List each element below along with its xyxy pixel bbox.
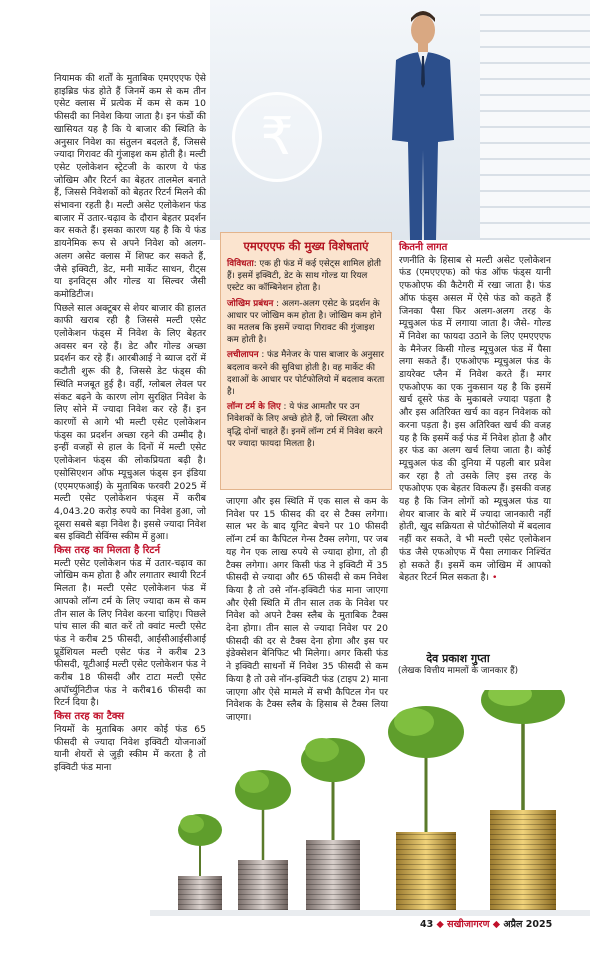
footer-separator: ◆ — [436, 919, 444, 930]
author-block — [388, 651, 528, 677]
feature-item — [227, 298, 385, 347]
coin-stack — [178, 814, 222, 910]
paragraph: मल्टी एसेट एलोकेशन फंड में उतार-चढ़ाव का जोखिम कम होता है और लगातार स्थायी रिटर्न मिलता है। मल्टी एसेट एलोकेशन फंड में आपको लॉन्ग टर्म के लिए ज्यादा कम से कम तीन साल के लिए निवेश करना चाहिए। पिछले पांच साल की बात करें तो क्वांट मल्टी एसेट फंड ने करीब 25 फीसदी, आईसीआईसीआई प्रूडेंशियल मल्टी एसेट फंड ने करीब 23 फीसदी, यूटीआई मल्टी एसेट एलोकेशन फंड ने करीब 18 फीसदी और टाटा मल्टी एसेट अपॉर्च्युनिटीज फंड ने करीब16 फीसदी का रिटर्न दिया है। — [54, 557, 206, 709]
paragraph: नियमों के मुताबिक अगर कोई फंड 65 फीसदी से ज्यादा निवेश इक्विटी योजनाओं यानी शेयरों से जुड़ी स्कीम में करता है तो इक्विटी फंड माना — [54, 723, 206, 773]
author-name: देव प्रकाश गुप्ता — [426, 652, 490, 665]
feature-key: जोखिम प्रबंधन — [227, 298, 274, 309]
column-left — [54, 73, 206, 776]
features-box-title: एमएएएफ की मुख्य विशेषताएं — [243, 239, 369, 253]
footer-separator: ◆ — [492, 919, 501, 930]
feature-item — [227, 258, 385, 295]
coin-stack — [481, 690, 565, 910]
column-right — [399, 241, 551, 586]
paragraph — [399, 255, 551, 585]
hero-image — [210, 0, 590, 240]
window-blinds — [480, 0, 590, 240]
feature-key: विविधता — [227, 259, 254, 269]
coin-stack — [235, 770, 291, 910]
feature-key: लॉन्ग टर्म के लिए — [227, 402, 281, 413]
feature-text: : एक ही फंड में कई एसेट्स शामिल होती हैं। इसमें इक्विटी, डेट के साथ गोल्ड या रियल एस्टेट का कॉम्बिनेशन होता है। — [227, 259, 382, 294]
feature-item — [227, 401, 385, 450]
page-footer — [420, 917, 552, 930]
paragraph-text: रणनीति के हिसाब से मल्टी असेट एलोकेशन फंड (एमएएएफ) को फंड ऑफ फंड्स यानी एफओएफ की कैटेगरी में रखा जाता है। फंड ऑफ फंड्स असल में ऐसे फंड को कहते हैं जिनका पैसा फिर अलग-अलग तरह के म्यूचुअल फंड में लगाया जाता है। जैसे- गोल्ड में निवेश का फायदा उठाने के लिए एमएएएफ के मैनेजर किसी गोल्ड म्यूचुअल फंड में पैसा लगा सकते हैं। एफओएफ म्यूचुअल फंड के डायरेक्ट प्लैन में निवेश करते हैं। मगर एफओएफ का एक नुकसान यह है कि इसमें खर्च दूसरे फंड के मुकाबले ज्यादा पड़ता है और इस अतिरिक्त खर्च का वहन निवेशक को करना पड़ता है। इस अतिरिक्त खर्च की वजह यह है कि इसमें कई फंड में निवेश होता है और हर फंड का अलग खर्च लिया जाता है। कोई म्यूचुअल फंड की दुनिया में पहली बार प्रवेश कर रहा है तो उसके लिए इस तरह के एफओएफ एक बेहतर विकल्प हैं। इसकी वजह यह है कि जिन लोगों को म्यूचुअल फंड या शेयर बाजार के बारे में ज्यादा जानकारी नहीं होती, खुद सक्रियता से पोर्टफोलियो में बदलाव नहीं कर सकते, वे भी मल्टी एसेट एलोकेशन फंड जैसे एफओएफ में पैसा लगाकर निश्चिंत हो सकते हैं। इसमें कम जोखिम में आपको बेहतर रिटर्न मिल सकता है। — [399, 254, 551, 584]
feature-text: : अलग-अलग एसेट के प्रदर्शन के आधार पर जोखिम कम होता है। जोखिम कम होने का मतलब कि इसमें ज्यादा गिरावट की गुंजाइश कम होती है। — [227, 298, 382, 346]
paragraph: नियामक की शर्तों के मुताबिक एमएएएफ ऐसे हाइब्रिड फंड होते हैं जिनमें कम से कम तीन एसेट क्लास में प्रत्येक में कम से कम 10 फीसदी का निवेश किया जाता है। इन फंडों की खासियत यह है कि ये बाजार की स्थिति के अनुसार निवेश का संतुलन बदलते हैं, जिससे ज्यादा गिरावट की गुंजाइश कम होती है। मल्टी एसेट एलोकेशन स्ट्रेटजी के कारण ये फंड जोखिम और रिटर्न का बेहतर तालमेल बनाते हैं, जिससे निवेशकों को बेहतर रिटर्न मिलने की संभावना रहती है। मल्टी असेट एलोकेशन फंड बाजार में उतार-चढ़ाव के दौरान बेहतर प्रदर्शन कर सकते हैं। इसका कारण यह है कि ये फंड डायनेमिक रूप से अपने निवेश को अलग-अलग असेट क्लास में शिफ्ट कर सकते हैं, जैसे इक्विटी, डेट, मनी मार्केट साधन, रीट्स या इनविट्स और गोल्ड या सिल्वर जैसी कमोडिटीज। — [54, 73, 206, 300]
section-heading: किस तरह का मिलता है रिटर्न — [54, 545, 161, 557]
author-role: (लेखक वित्तीय मामलों के जानकार हैं) — [397, 666, 519, 676]
feature-key: लचीलापन — [227, 350, 259, 361]
feature-item — [227, 349, 385, 398]
feature-text: : फंड मैनेजर के पास बाजार के अनुसार बदलाव करने की सुविधा होती है। वह मार्केट की दशाओं के आधार पर पोर्टफोलियो में बदलाव करता है। — [227, 350, 385, 398]
section-heading: किस तरह का टैक्स — [54, 711, 125, 723]
coin-plants-illustration — [0, 690, 590, 930]
end-bullet: • — [491, 572, 498, 584]
features-list — [221, 258, 391, 450]
features-box — [220, 232, 392, 490]
page-number: 43 — [420, 919, 434, 930]
paragraph: पिछले साल अक्टूबर से शेयर बाजार की हालत काफी खराब रही है जिससे मल्टी एसेट एलोकेशन फंड्स में निवेश के लिए बेहतर अवसर बन रहे हैं। डेट और गोल्ड अच्छा प्रदर्शन कर रहे हैं। आरबीआई ने ब्याज दरों में कटौती शुरू की है, जिससे डेट फंड्स की स्थिति मजबूत हुई है। वहीं, ग्लोबल लेवल पर संकट बढ़ने के कारण लोग सुरक्षित निवेश के लिए सोने में ज्यादा निवेश कर रहे हैं। इन कारणों से आगे भी मल्टी एसेट एलोकेशन फंड्स का प्रदर्शन अच्छा रहने की उम्मीद है। इन्हीं वजहों से हाल के दिनों में मल्टी एसेट एलोकेशन फंड्स की लोकप्रियता बढ़ी है। एसोसिएशन ऑफ म्यूचुअल फंड्स इन इंडिया (एएमएफआई) के मुताबिक फरवरी 2025 में मल्टी एसेट एलोकेशन फंड्स में करीब 4,043.20 करोड़ रुपये का निवेश हुआ, जो दूसरा सबसे बड़ा निवेश है। इससे ज्यादा निवेश बस इक्विटी सेविंग्स स्कीम में हुआ। — [54, 302, 206, 543]
coin-stack — [388, 706, 464, 910]
rupee-icon: ₹ — [232, 92, 322, 182]
magazine-brand: सखीजागरण — [447, 919, 490, 930]
coin-stack — [301, 738, 365, 910]
businessman-illustration — [378, 0, 468, 240]
feature-text: : ये फंड आमतौर पर उन निवेशकों के लिए अच्छे होते हैं, जो स्थिरता और वृद्धि दोनों चाहते हैं। इनमें लॉन्ग टर्म में निवेश करने पर ज्यादा फायदा मिलता है। — [227, 402, 383, 449]
section-heading: कितनी लागत — [399, 242, 448, 253]
issue-date: अप्रैल 2025 — [503, 919, 553, 930]
paragraph: जाएगा और इस स्थिति में एक साल से कम के निवेश पर 15 फीसद की दर से टैक्स लगेगा। साल भर के बाद यूनिट बेचने पर 10 फीसदी लॉन्ग टर्म का कैपिटल गेन्स टैक्स लगेगा, पर जब यह गेन एक लाख रुपये से ज्यादा होगा, तो ही टैक्स लगेगा। अगर किसी फंड ने इक्विटी में 35 फीसदी से ज्यादा और 65 फीसदी से कम निवेश किया है तो उसे नॉन-इक्विटी फंड माना जाएगा और ऐसी स्थिति में तीन साल तक के निवेश पर निवेश को अपने टैक्स स्लैब के मुताबिक टैक्स देना होगा। तीन साल से ज्यादा निवेश पर 20 फीसदी की दर से टैक्स देना होगा और इस पर इंडेक्सेशन बेनिफिट भी मिलेगा। अगर किसी फंड ने इक्विटी साधनों में निवेश 35 फीसदी से कम किया है तो उसे नॉन-इक्विटी फंड (टाइप 2) माना जाएगा और ऐसे मामले में सभी कैपिटल गेन पर निवेशक के टैक्स स्लैब के हिसाब से टैक्स लिया जाएगा। — [226, 496, 388, 723]
